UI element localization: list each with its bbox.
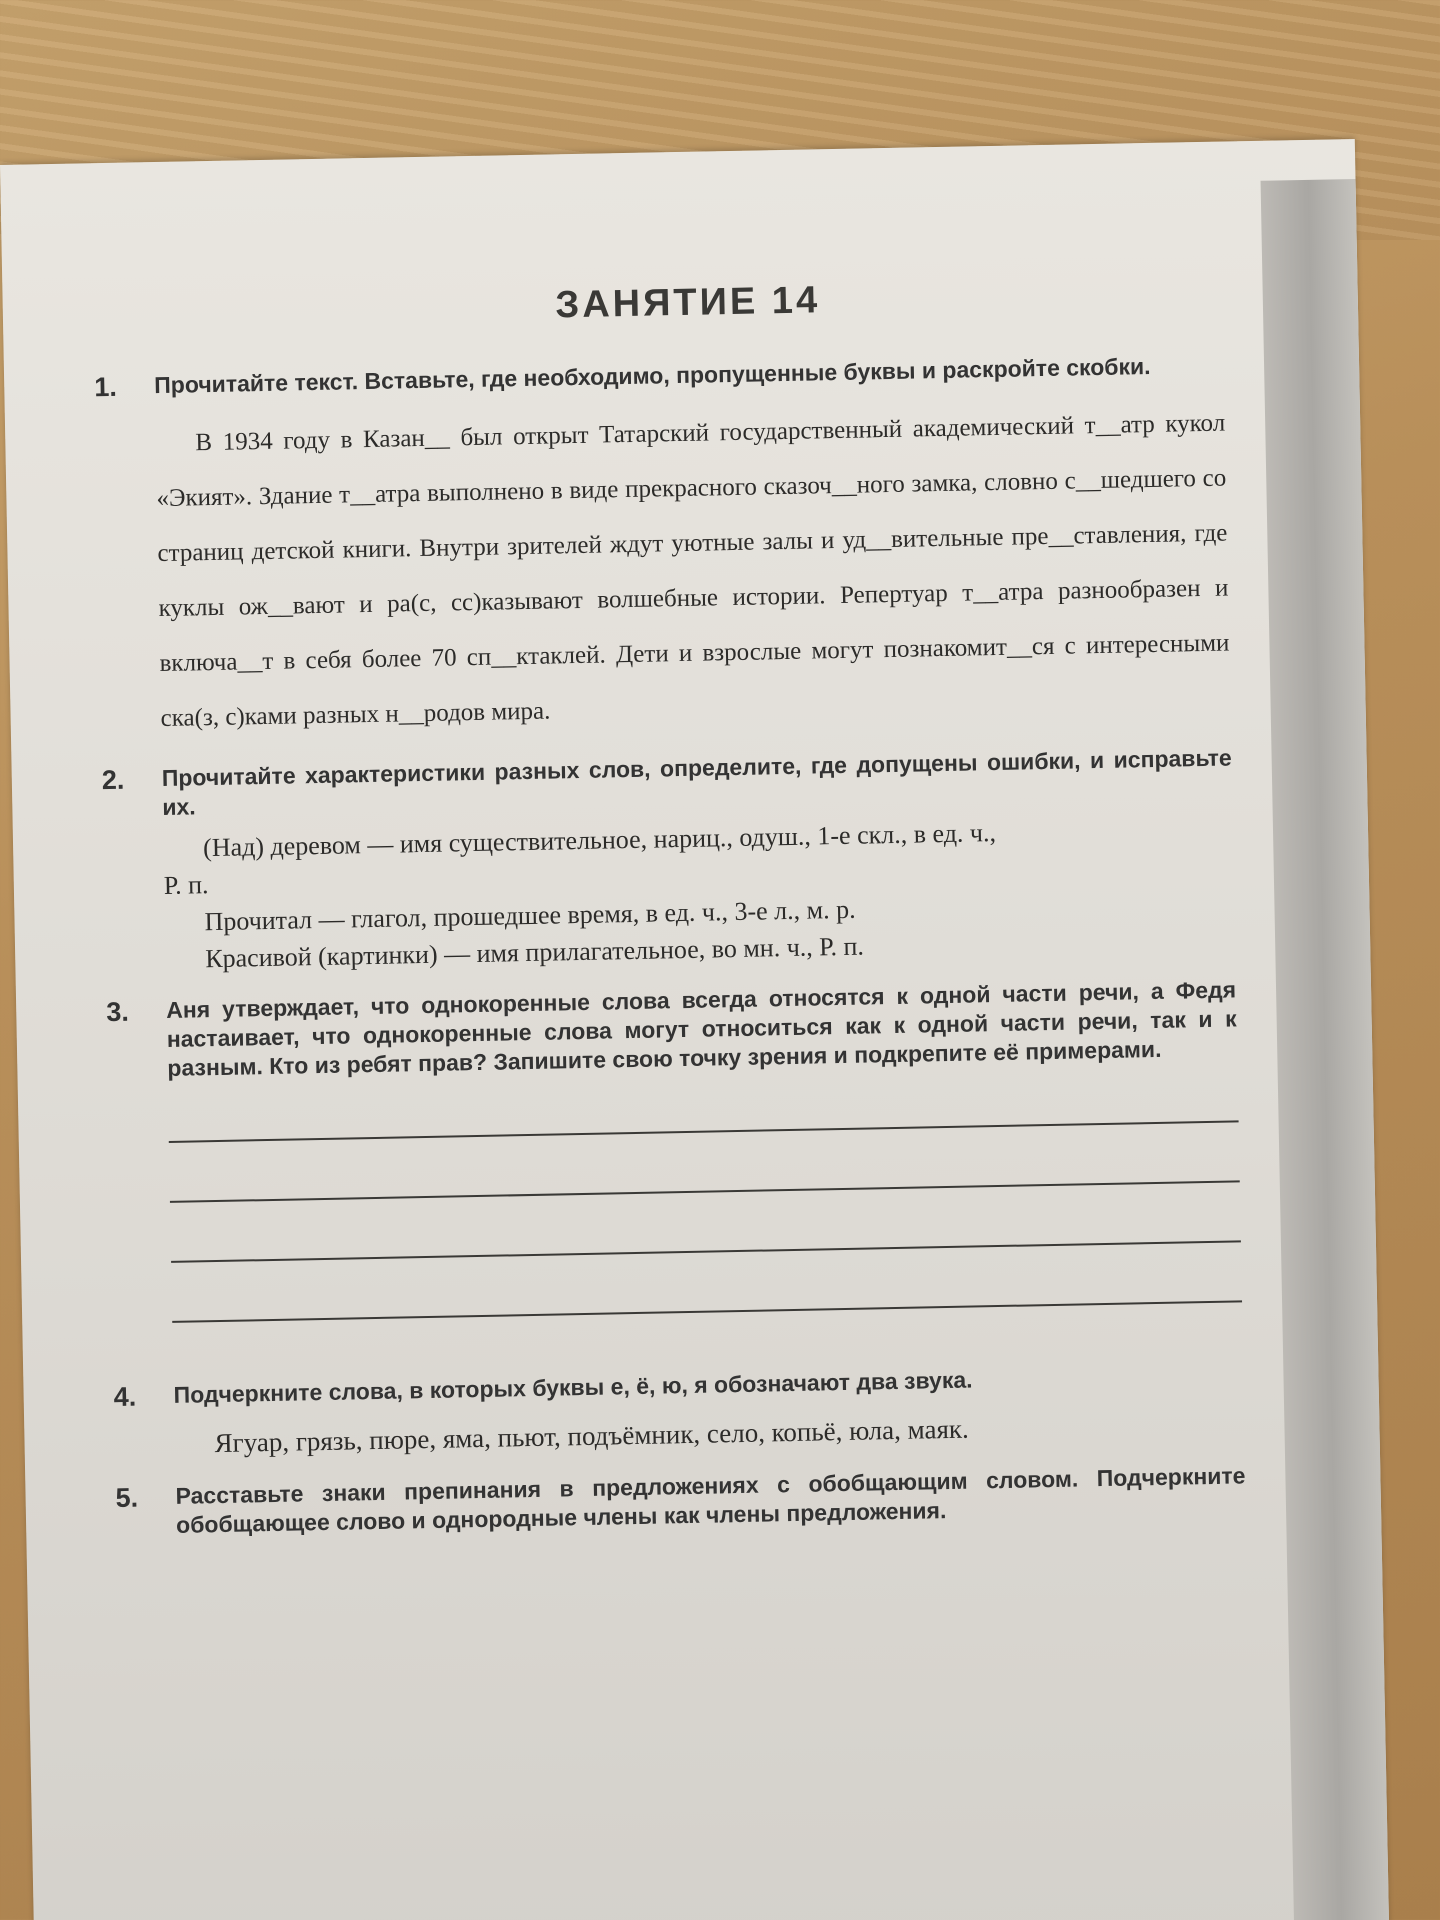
task-2 — [102, 743, 1236, 979]
task-number: 1. — [93, 371, 118, 403]
workbook-page — [0, 139, 1389, 1920]
reading-text: В 1934 году в Казан__ был открыт Татарский государственный академический т__атр кукол «Экият». Здание т__атра выполнено в виде прекрасного сказоч__ного замка, словно с__шедшего со страниц детской книги. Внутри зрителей ждут уютные залы и уд__вительные пре__ставления, где куклы ож__вают и ра(с, сс)казывают волшебные истории. Репертуар т__атра разнообразен и включа__т в себя более 70 сп__ктаклей. Дети и взрослые могут познакомит__ся с интересными ска(з, с)ками разных н__родов мира. — [156, 409, 1230, 733]
characteristic-line: Р. п. — [163, 870, 209, 900]
task-number: 4. — [113, 1381, 137, 1413]
answer-line[interactable] — [171, 1240, 1241, 1263]
task-3 — [106, 975, 1243, 1364]
task-4 — [113, 1360, 1244, 1465]
task-number: 5. — [115, 1482, 139, 1514]
answer-line[interactable] — [170, 1180, 1240, 1203]
task-instruction: Подчеркните слова, в которых буквы е, ё, ю, я обозначают два звука. — [173, 1366, 973, 1408]
answer-line[interactable] — [172, 1300, 1242, 1323]
word-characteristics — [163, 809, 1236, 978]
characteristic-line: Прочитал — глагол, прошедшее время, в ед. ч., 3-е л., м. р. — [204, 894, 856, 937]
word-list: Ягуар, грязь, пюре, яма, пьют, подъёмник, село, копьё, юла, маяк. — [214, 1413, 970, 1459]
page-content — [92, 272, 1246, 1559]
task-number: 3. — [105, 996, 130, 1028]
task-instruction: Расставьте знаки препинания в предложениях с обобщающим словом. Подчеркните обобщающее слово и однородные члены как члены предложения. — [175, 1462, 1246, 1538]
task-5 — [115, 1461, 1246, 1541]
task-instruction: Прочитайте текст. Вставьте, где необходимо, пропущенные буквы и раскройте скобки. — [154, 352, 1151, 399]
task-1 — [94, 351, 1231, 748]
characteristic-line: Красивой (картинки) — имя прилагательное, во мн. ч., Р. п. — [204, 931, 865, 974]
page-gray-margin-strip — [1261, 179, 1390, 1920]
lesson-title: ЗАНЯТИЕ 14 — [555, 279, 821, 327]
answer-line[interactable] — [169, 1120, 1239, 1143]
task-number: 2. — [101, 764, 125, 796]
answer-lines — [169, 1120, 1242, 1323]
characteristic-line: (Над) деревом — имя существительное, нариц., одуш., 1-е скл., в ед. ч., — [202, 818, 997, 863]
task-instruction: Аня утверждает, что однокоренные слова всегда относятся к одной части речи, а Федя настаивает, что однокоренные слова могут относиться как к одной части речи, так и к разным. Кто из ребят прав? Запишите свою точку зрения и подкрепите её примерами. — [166, 976, 1237, 1081]
task-instruction: Прочитайте характеристики разных слов, определите, где допущены ошибки, и исправьте их. — [161, 744, 1232, 820]
